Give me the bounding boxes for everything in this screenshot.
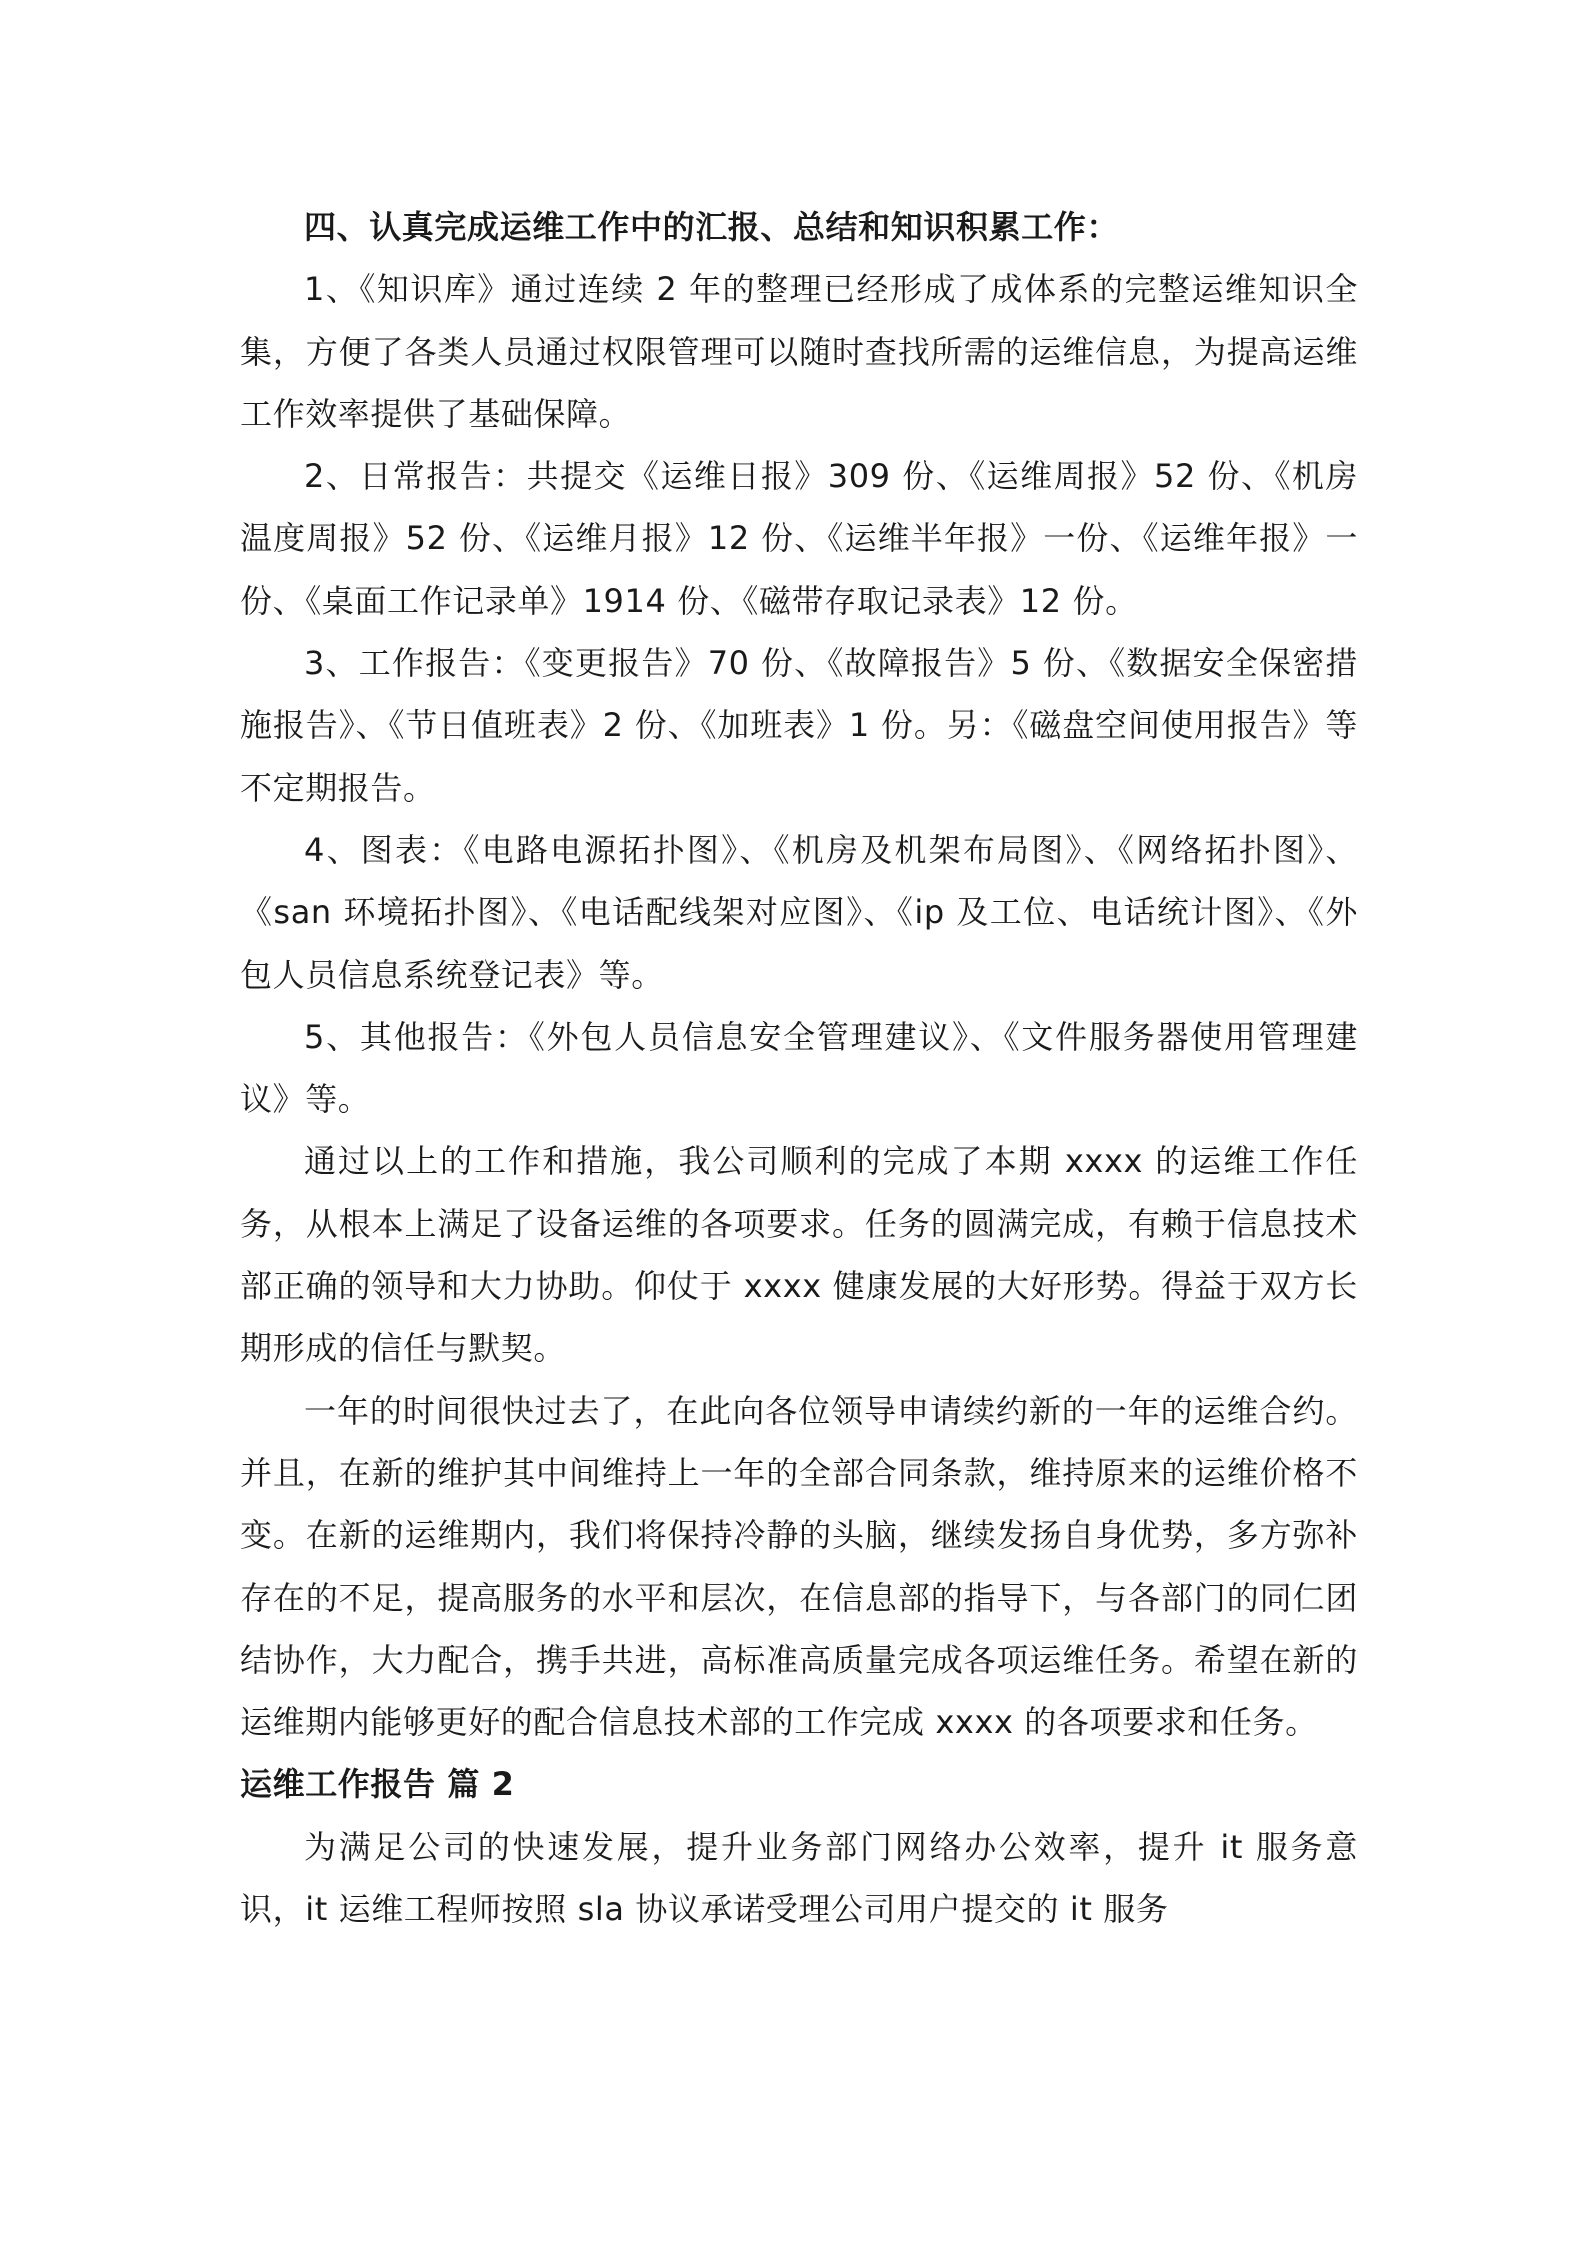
paragraph-daily-reports: 2、日常报告：共提交《运维日报》309 份、《运维周报》52 份、《机房温度周报》52 份、《运维月报》12 份、《运维半年报》一份、《运维年报》一份、《桌面工作记录单》1914 份、《磁带存取记录表》12 份。: [240, 457, 1358, 620]
paragraph-charts: 4、图表：《电路电源拓扑图》、《机房及机架布局图》、《网络拓扑图》、《san 环境拓扑图》、《电话配线架对应图》、《ip 及工位、电话统计图》、《外包人员信息系统登记表》等。: [240, 830, 1358, 994]
section-heading: 四、认真完成运维工作中的汇报、总结和知识积累工作：: [304, 208, 1120, 246]
paragraph-summary: 通过以上的工作和措施，我公司顺利的完成了本期 xxxx 的运维工作任务，从根本上满足了设备运维的各项要求。任务的圆满完成，有赖于信息技术部正确的领导和大力协助。仰仗于 xxxx 健康发展的大好形势。得益于双方长期形成的信任与默契。: [240, 1142, 1358, 1368]
paragraph-article-intro: 为满足公司的快速发展，提升业务部门网络办公效率，提升 it 服务意识，it 运维工程师按照 sla 协议承诺受理公司用户提交的 it 服务: [240, 1827, 1358, 1929]
document-page: [240, 196, 1358, 1940]
paragraph-work-reports: 3、工作报告：《变更报告》70 份、《故障报告》5 份、《数据安全保密措施报告》、《节日值班表》2 份、《加班表》1 份。另：《磁盘空间使用报告》等不定期报告。: [240, 644, 1358, 807]
paragraph-knowledge-base: 1、《知识库》通过连续 2 年的整理已经形成了成体系的完整运维知识全集，方便了各类人员通过权限管理可以随时查找所需的运维信息，为提高运维工作效率提供了基础保障。: [240, 270, 1358, 433]
paragraph-renewal: 一年的时间很快过去了，在此向各位领导申请续约新的一年的运维合约。并且，在新的维护其中间维持上一年的全部合同条款，维持原来的运维价格不变。在新的运维期内，我们将保持冷静的头脑，继续发扬自身优势，多方弥补存在的不足，提高服务的水平和层次，在信息部的指导下，与各部门的同仁团结协作，大力配合，携手共进，高标准高质量完成各项运维任务。希望在新的运维期内能够更好的配合信息技术部的工作完成 xxxx 的各项要求和任务。: [240, 1391, 1358, 1742]
paragraph-other-reports: 5、其他报告：《外包人员信息安全管理建议》、《文件服务器使用管理建议》等。: [240, 1017, 1358, 1119]
article-heading: 运维工作报告 篇 2: [240, 1765, 515, 1804]
